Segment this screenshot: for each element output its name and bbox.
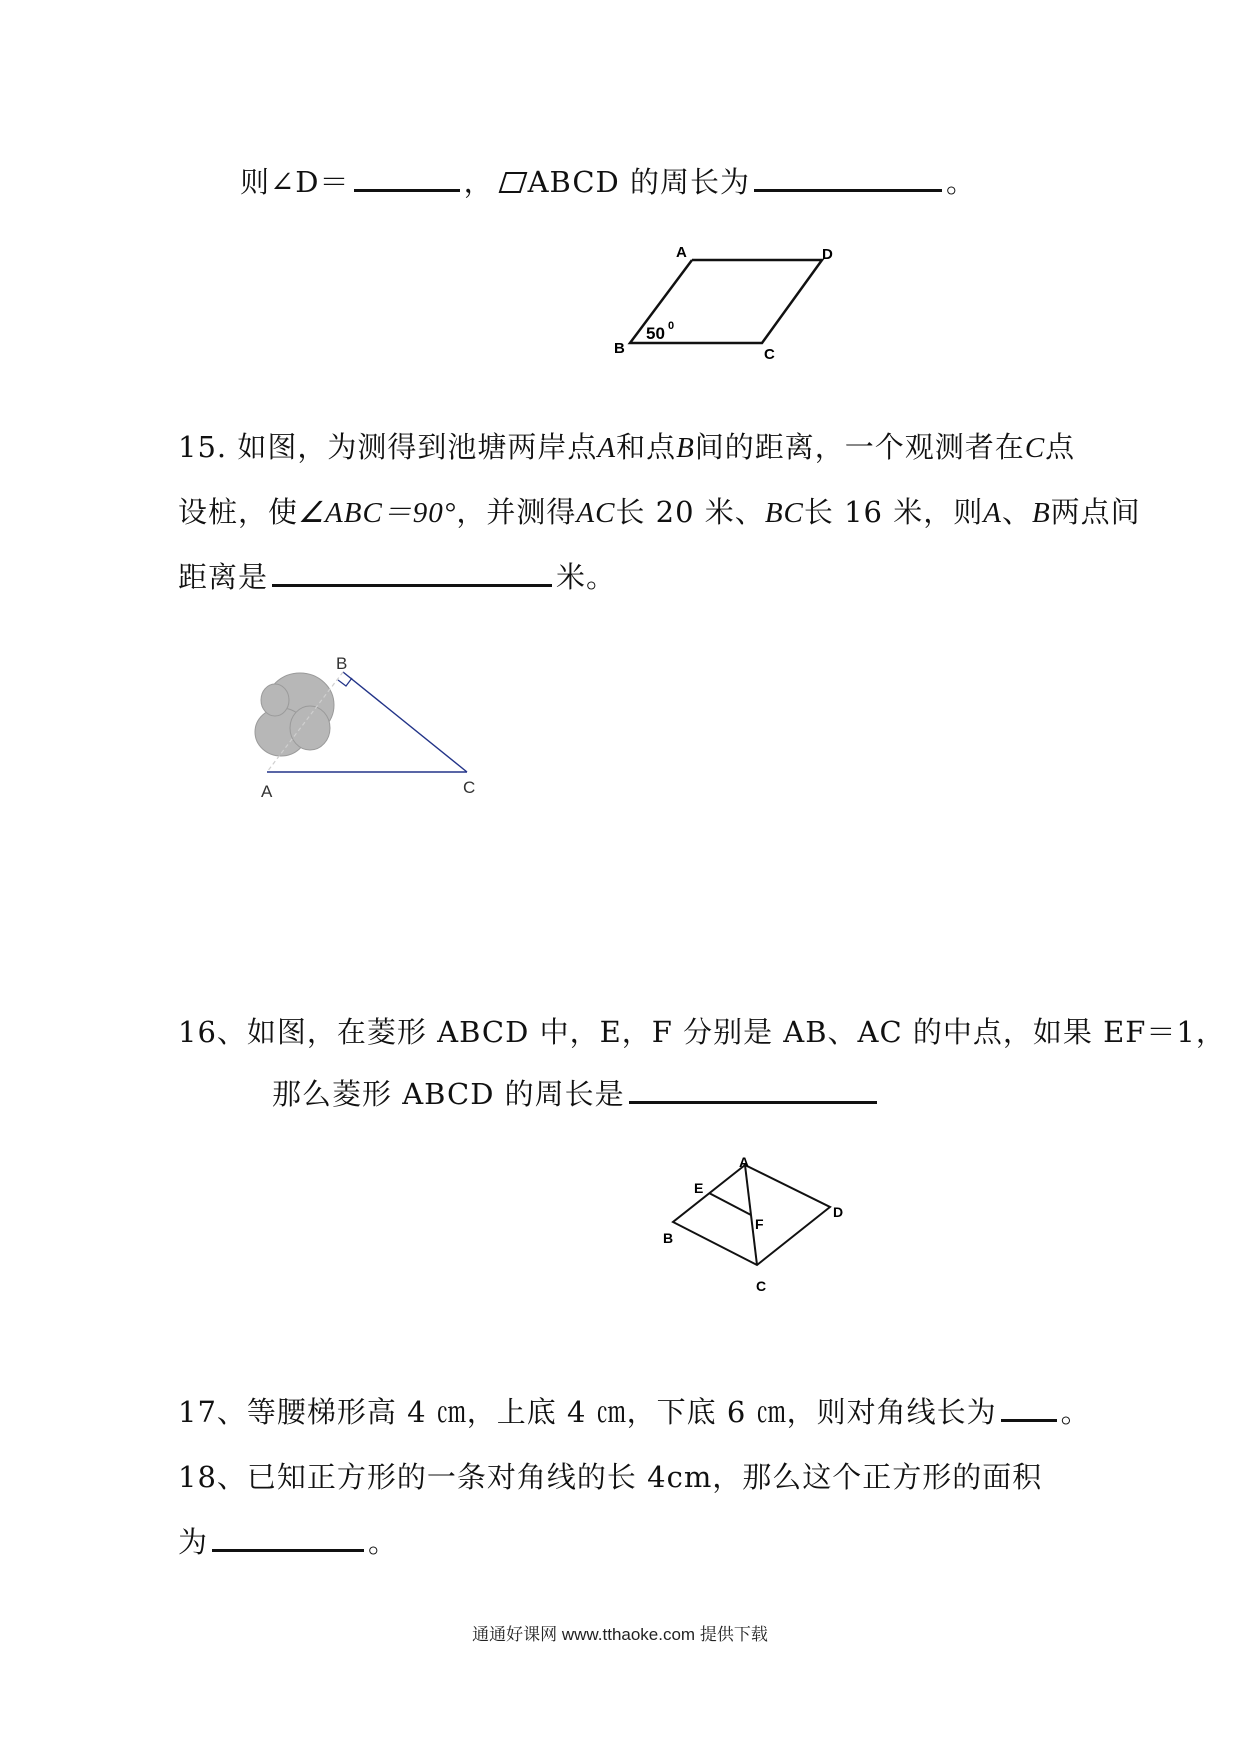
- q15-text-2a: 设桩，使: [178, 495, 299, 529]
- q15-text-1: 15. 如图，为测得到池塘两岸点: [178, 430, 598, 464]
- q15-line-3: [178, 555, 616, 596]
- q15-text-2e: 两点间: [1050, 495, 1141, 529]
- q15-seg-bc: BC: [764, 497, 804, 529]
- q17-end: 。: [1060, 1395, 1091, 1429]
- q17-text: 17、等腰梯形高 4 ㎝，上底 4 ㎝，下底 6 ㎝，则对角线长为: [178, 1395, 997, 1429]
- q16-line-2: [272, 1072, 881, 1113]
- pond-label-a: A: [261, 782, 273, 801]
- q14-shape-name: ABCD 的周长为: [527, 165, 751, 199]
- figure-label-c: C: [764, 346, 775, 363]
- rhombus-label-f: F: [755, 1216, 764, 1232]
- q15-point-a: A: [597, 432, 617, 464]
- rhombus-label-c: C: [756, 1278, 767, 1294]
- q18-line-1: 18、已知正方形的一条对角线的长 4cm，那么这个正方形的面积: [178, 1460, 1043, 1494]
- q18-text-2b: 。: [368, 1525, 399, 1559]
- q15-sep: 、: [1001, 495, 1032, 529]
- pond-blob: [255, 673, 334, 756]
- q15-point-c: C: [1024, 432, 1046, 464]
- q18-answer-blank[interactable]: [212, 1523, 364, 1552]
- q15-text-3a: 距离是: [178, 560, 269, 594]
- q18-line-2: [178, 1520, 398, 1561]
- rhombus-figure: [655, 1155, 875, 1305]
- q15-seg-ac: AC: [576, 497, 616, 529]
- q14-angle-d-blank[interactable]: [354, 163, 460, 192]
- q17-line: [178, 1390, 1091, 1431]
- q15-and: 和点: [616, 430, 677, 464]
- q15-text-end: 点: [1045, 430, 1076, 464]
- q14-perimeter-blank[interactable]: [754, 163, 942, 192]
- page-footer: 通通好课网 www.tthaoke.com 提供下载: [472, 1625, 768, 1644]
- rhombus-label-e: E: [694, 1180, 704, 1196]
- parallelogram-figure: [600, 235, 860, 375]
- q15-text-3b: 米。: [556, 560, 617, 594]
- pond-label-c: C: [463, 778, 476, 797]
- q15-answer-blank[interactable]: [272, 558, 552, 587]
- figure-label-d: D: [822, 246, 833, 263]
- q15-line-1: [178, 425, 1075, 466]
- figure-angle-label: 50: [646, 324, 665, 343]
- q18-text-2a: 为: [178, 1525, 209, 1559]
- q15-text-mid: 间的距离，一个观测者在: [694, 430, 1025, 464]
- q14-end: 。: [946, 165, 977, 199]
- figure-label-a: A: [676, 244, 687, 261]
- q15-angle-expr: ∠ABC＝90°: [298, 497, 457, 529]
- rhombus-label-d: D: [833, 1204, 844, 1220]
- q15-text-2c: 长 20 米、: [615, 495, 765, 529]
- q15-text-2d: 长 16 米，则: [803, 495, 984, 529]
- rhombus-label-a: A: [739, 1155, 750, 1170]
- q16-answer-blank[interactable]: [629, 1075, 877, 1104]
- q15-line-2: [178, 490, 1141, 531]
- q16-line-1: 16、如图，在菱形 ABCD 中，E，F 分别是 AB、AC 的中点，如果 EF＝1，: [178, 1015, 1226, 1049]
- q17-answer-blank[interactable]: [1001, 1393, 1057, 1422]
- q15-point-b: B: [676, 432, 695, 464]
- q14-line: [240, 160, 976, 201]
- figure-label-b: B: [614, 340, 625, 357]
- q15-point-b2: B: [1031, 497, 1051, 529]
- q16-text-2: 那么菱形 ABCD 的周长是: [272, 1077, 625, 1111]
- pond-triangle-figure: [245, 650, 505, 820]
- pond-label-b: B: [336, 654, 348, 673]
- q15-point-a2: A: [983, 497, 1002, 529]
- q14-comma: ，: [463, 165, 494, 199]
- parallelogram-icon: [498, 172, 527, 193]
- q14-prefix: 则∠D＝: [240, 165, 350, 199]
- rhombus-label-b: B: [663, 1230, 674, 1246]
- q15-text-2b: ，并测得: [456, 495, 577, 529]
- figure-angle-degree: 0: [668, 320, 675, 332]
